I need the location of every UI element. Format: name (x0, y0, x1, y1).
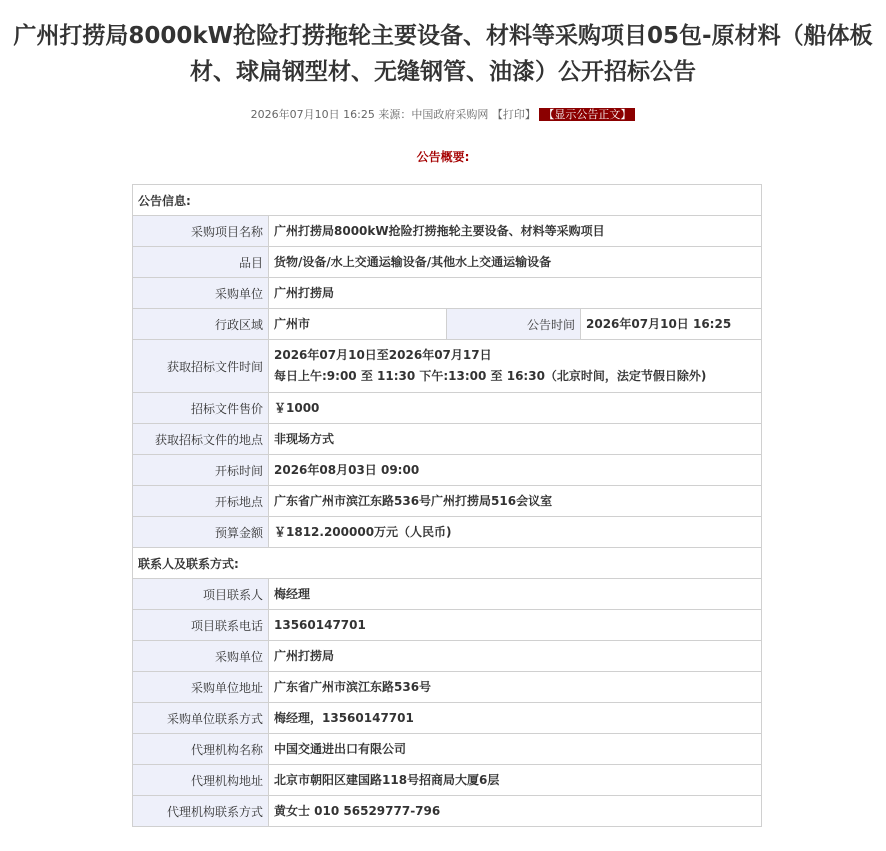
buyer-value: 广州打捞局 (269, 278, 762, 309)
agency-contact-label: 代理机构联系方式 (133, 796, 269, 827)
print-link[interactable]: 【打印】 (491, 108, 536, 121)
announcement-table (132, 184, 762, 827)
contact-buyer-label: 采购单位 (133, 641, 269, 672)
announce-time-label: 公告时间 (447, 309, 581, 340)
open-time-value: 2026年08月03日 09:00 (269, 455, 762, 486)
open-place-label: 开标地点 (133, 486, 269, 517)
source-label: 来源： (378, 108, 412, 121)
doc-price-label: 招标文件售价 (133, 393, 269, 424)
doc-price-value: ￥1000 (269, 393, 762, 424)
project-name-label: 采购项目名称 (133, 216, 269, 247)
source-name: 中国政府采购网 (411, 108, 489, 121)
agency-value: 中国交通进出口有限公司 (269, 734, 762, 765)
agency-label: 代理机构名称 (133, 734, 269, 765)
budget-label: 预算金额 (133, 517, 269, 548)
doc-place-label: 获取招标文件的地点 (133, 424, 269, 455)
region-value: 广州市 (269, 309, 447, 340)
buyer-contact-value: 梅经理，13560147701 (269, 703, 762, 734)
page-title (0, 18, 886, 90)
doc-time-hours: 每日上午:9:00 至 11:30 下午:13:00 至 16:30（北京时间，法定节假日除外) (274, 369, 707, 383)
project-name-value: 广州打捞局8000kW抢险打捞拖轮主要设备、材料等采购项目 (269, 216, 762, 247)
buyer-address-value: 广东省广州市滨江东路536号 (269, 672, 762, 703)
budget-value: ￥1812.200000万元（人民币) (269, 517, 762, 548)
item-label: 品目 (133, 247, 269, 278)
publish-date: 2026年07月10日 16:25 (250, 108, 375, 121)
show-text-button[interactable]: 【显示公告正文】 (539, 108, 635, 121)
title-line-1: 广州打捞局8000kW抢险打捞拖轮主要设备、材料等采购项目05包-原材料（船体板 (13, 23, 873, 49)
doc-time-value (269, 340, 762, 393)
summary-title: 公告概要: (416, 150, 470, 164)
region-label: 行政区域 (133, 309, 269, 340)
doc-time-label: 获取招标文件时间 (133, 340, 269, 393)
buyer-contact-label: 采购单位联系方式 (133, 703, 269, 734)
section-contacts: 联系人及联系方式: (133, 548, 762, 579)
open-place-value: 广东省广州市滨江东路536号广州打捞局516会议室 (269, 486, 762, 517)
agency-contact-value: 黄女士 010 56529777-796 (269, 796, 762, 827)
buyer-label: 采购单位 (133, 278, 269, 309)
doc-place-value: 非现场方式 (269, 424, 762, 455)
section-announcement-info: 公告信息: (133, 185, 762, 216)
project-contact-value: 梅经理 (269, 579, 762, 610)
announce-time-value: 2026年07月10日 16:25 (581, 309, 762, 340)
announcement-meta (0, 106, 886, 124)
buyer-address-label: 采购单位地址 (133, 672, 269, 703)
doc-time-dates: 2026年07月10日至2026年07月17日 (274, 348, 492, 362)
contact-buyer-value: 广州打捞局 (269, 641, 762, 672)
project-phone-value: 13560147701 (269, 610, 762, 641)
item-value: 货物/设备/水上交通运输设备/其他水上交通运输设备 (269, 247, 762, 278)
title-line-2: 材、球扁钢型材、无缝钢管、油漆）公开招标公告 (190, 59, 696, 85)
open-time-label: 开标时间 (133, 455, 269, 486)
project-phone-label: 项目联系电话 (133, 610, 269, 641)
agency-address-label: 代理机构地址 (133, 765, 269, 796)
agency-address-value: 北京市朝阳区建国路118号招商局大厦6层 (269, 765, 762, 796)
project-contact-label: 项目联系人 (133, 579, 269, 610)
